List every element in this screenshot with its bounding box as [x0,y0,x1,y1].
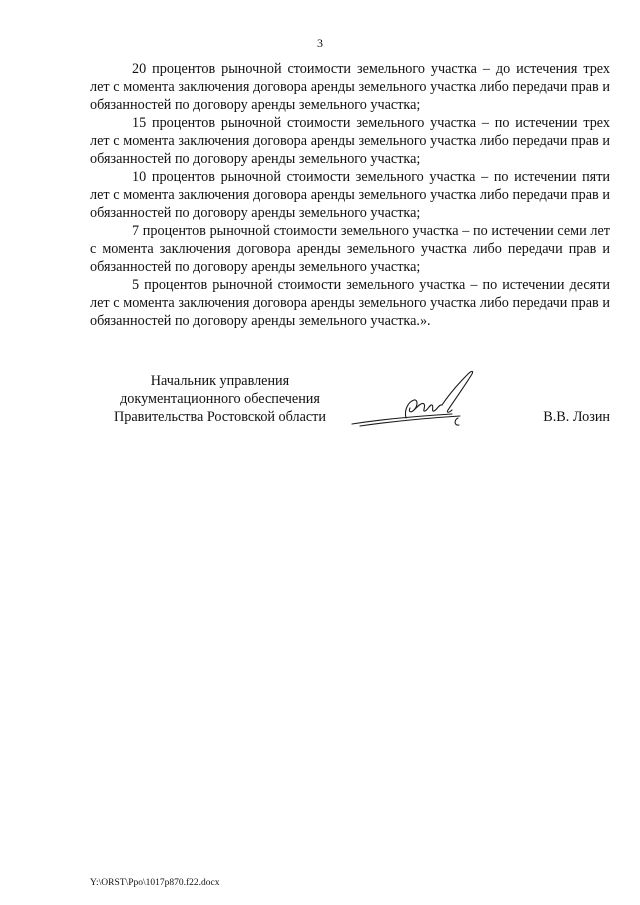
file-path-footer: Y:\ORST\Ppo\1017p870.f22.docx [90,878,220,888]
signer-position-line: Правительства Ростовской области [114,409,326,425]
page-number: 3 [317,36,323,50]
signature-block [90,372,610,432]
paragraph-10-percent: 10 процентов рыночной стоимости земельного участка – по истечении пяти лет с момента заключения договора аренды земельного участка либо передачи прав и обязанностей по договору аренды земельного участка; [90,169,610,221]
signer-position [90,372,350,426]
document-body [90,60,610,330]
paragraph-7-percent: 7 процентов рыночной стоимости земельного участка – по истечении семи лет с момента заключения договора аренды земельного участка либо передачи прав и обязанностей по договору аренды земельного участка; [90,223,610,275]
signer-position-line: Начальник управления [150,373,290,389]
paragraph-20-percent: 20 процентов рыночной стоимости земельного участка – до истечения трех лет с момента заключения договора аренды земельного участка либо передачи прав и обязанностей по договору аренды земельного участка; [90,61,610,113]
signer-position-line: документационного обеспечения [120,391,320,407]
paragraph-15-percent: 15 процентов рыночной стоимости земельного участка – по истечении трех лет с момента заключения договора аренды земельного участка либо передачи прав и обязанностей по договору аренды земельного участка; [90,115,610,167]
handwritten-signature [348,366,498,436]
signer-name: В.В. Лозин [543,409,610,425]
paragraph-5-percent: 5 процентов рыночной стоимости земельного участка – по истечении десяти лет с момента заключения договора аренды земельного участка либо передачи прав и обязанностей по договору аренды земельного участка.». [90,277,610,329]
